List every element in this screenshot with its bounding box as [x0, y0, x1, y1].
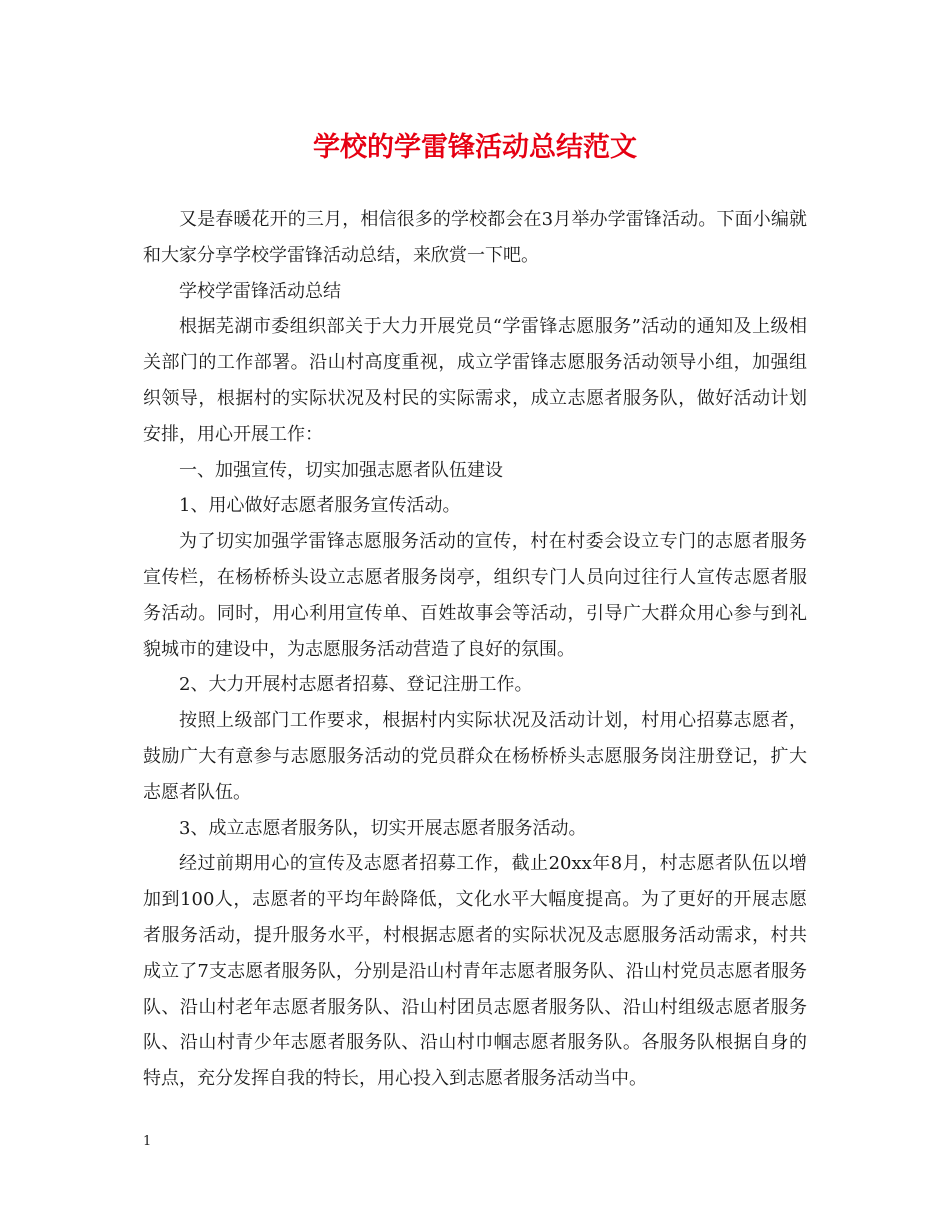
section-heading-1: 一、加强宣传，切实加强志愿者队伍建设	[179, 459, 503, 481]
subheading-2: 2、大力开展村志愿者招募、登记注册工作。	[179, 674, 533, 696]
paragraph-heading-summary: 学校学雷锋活动总结	[179, 280, 341, 302]
page-number: 1	[143, 1134, 152, 1149]
paragraph-publicity: 为了切实加强学雷锋志愿服务活动的宣传，村在村委会设立专门的志愿者服务宣传栏，在杨桥桥头设立志愿者服务岗亭，组织专门人员向过往行人宣传志愿者服务活动。同时，用心利用宣传单、百姓故事会等活动，引导广大群众用心参与到礼貌城市的建设中，为志愿服务活动营造了良好的氛围。	[143, 531, 807, 660]
subheading-3: 3、成立志愿者服务队，切实开展志愿者服务活动。	[179, 817, 587, 839]
subheading-1: 1、用心做好志愿者服务宣传活动。	[179, 495, 461, 517]
paragraph-service-teams: 经过前期用心的宣传及志愿者招募工作，截止20xx年8月，村志愿者队伍以增加到100人，志愿者的平均年龄降低，文化水平大幅度提高。为了更好的开展志愿者服务活动，提升服务水平，村根据志愿者的实际状况及志愿服务活动需求，村共成立了7支志愿者服务队，分别是沿山村青年志愿者服务队、沿山村党员志愿者服务队、沿山村老年志愿者服务队、沿山村团员志愿者服务队、沿山村组级志愿者服务队、沿山村青少年志愿者服务队、沿山村巾帼志愿者服务队。各服务队根据自身的特点，充分发挥自我的特长，用心投入到志愿者服务活动当中。	[143, 853, 807, 1090]
paragraph-background: 根据芜湖市委组织部关于大力开展党员“学雷锋志愿服务”活动的通知及上级相关部门的工作部署。沿山村高度重视，成立学雷锋志愿服务活动领导小组，加强组织领导，根据村的实际状况及村民的实际需求，成立志愿者服务队，做好活动计划安排，用心开展工作：	[143, 316, 807, 445]
paragraph-intro: 又是春暖花开的三月，相信很多的学校都会在3月举办学雷锋活动。下面小编就和大家分享学校学雷锋活动总结，来欣赏一下吧。	[143, 209, 807, 266]
document-title: 学校的学雷锋活动总结范文	[313, 132, 637, 163]
document-body	[143, 202, 807, 1097]
paragraph-recruitment: 按照上级部门工作要求，根据村内实际状况及活动计划，村用心招募志愿者，鼓励广大有意参与志愿服务活动的党员群众在杨桥桥头志愿服务岗注册登记，扩大志愿者队伍。	[143, 710, 807, 803]
